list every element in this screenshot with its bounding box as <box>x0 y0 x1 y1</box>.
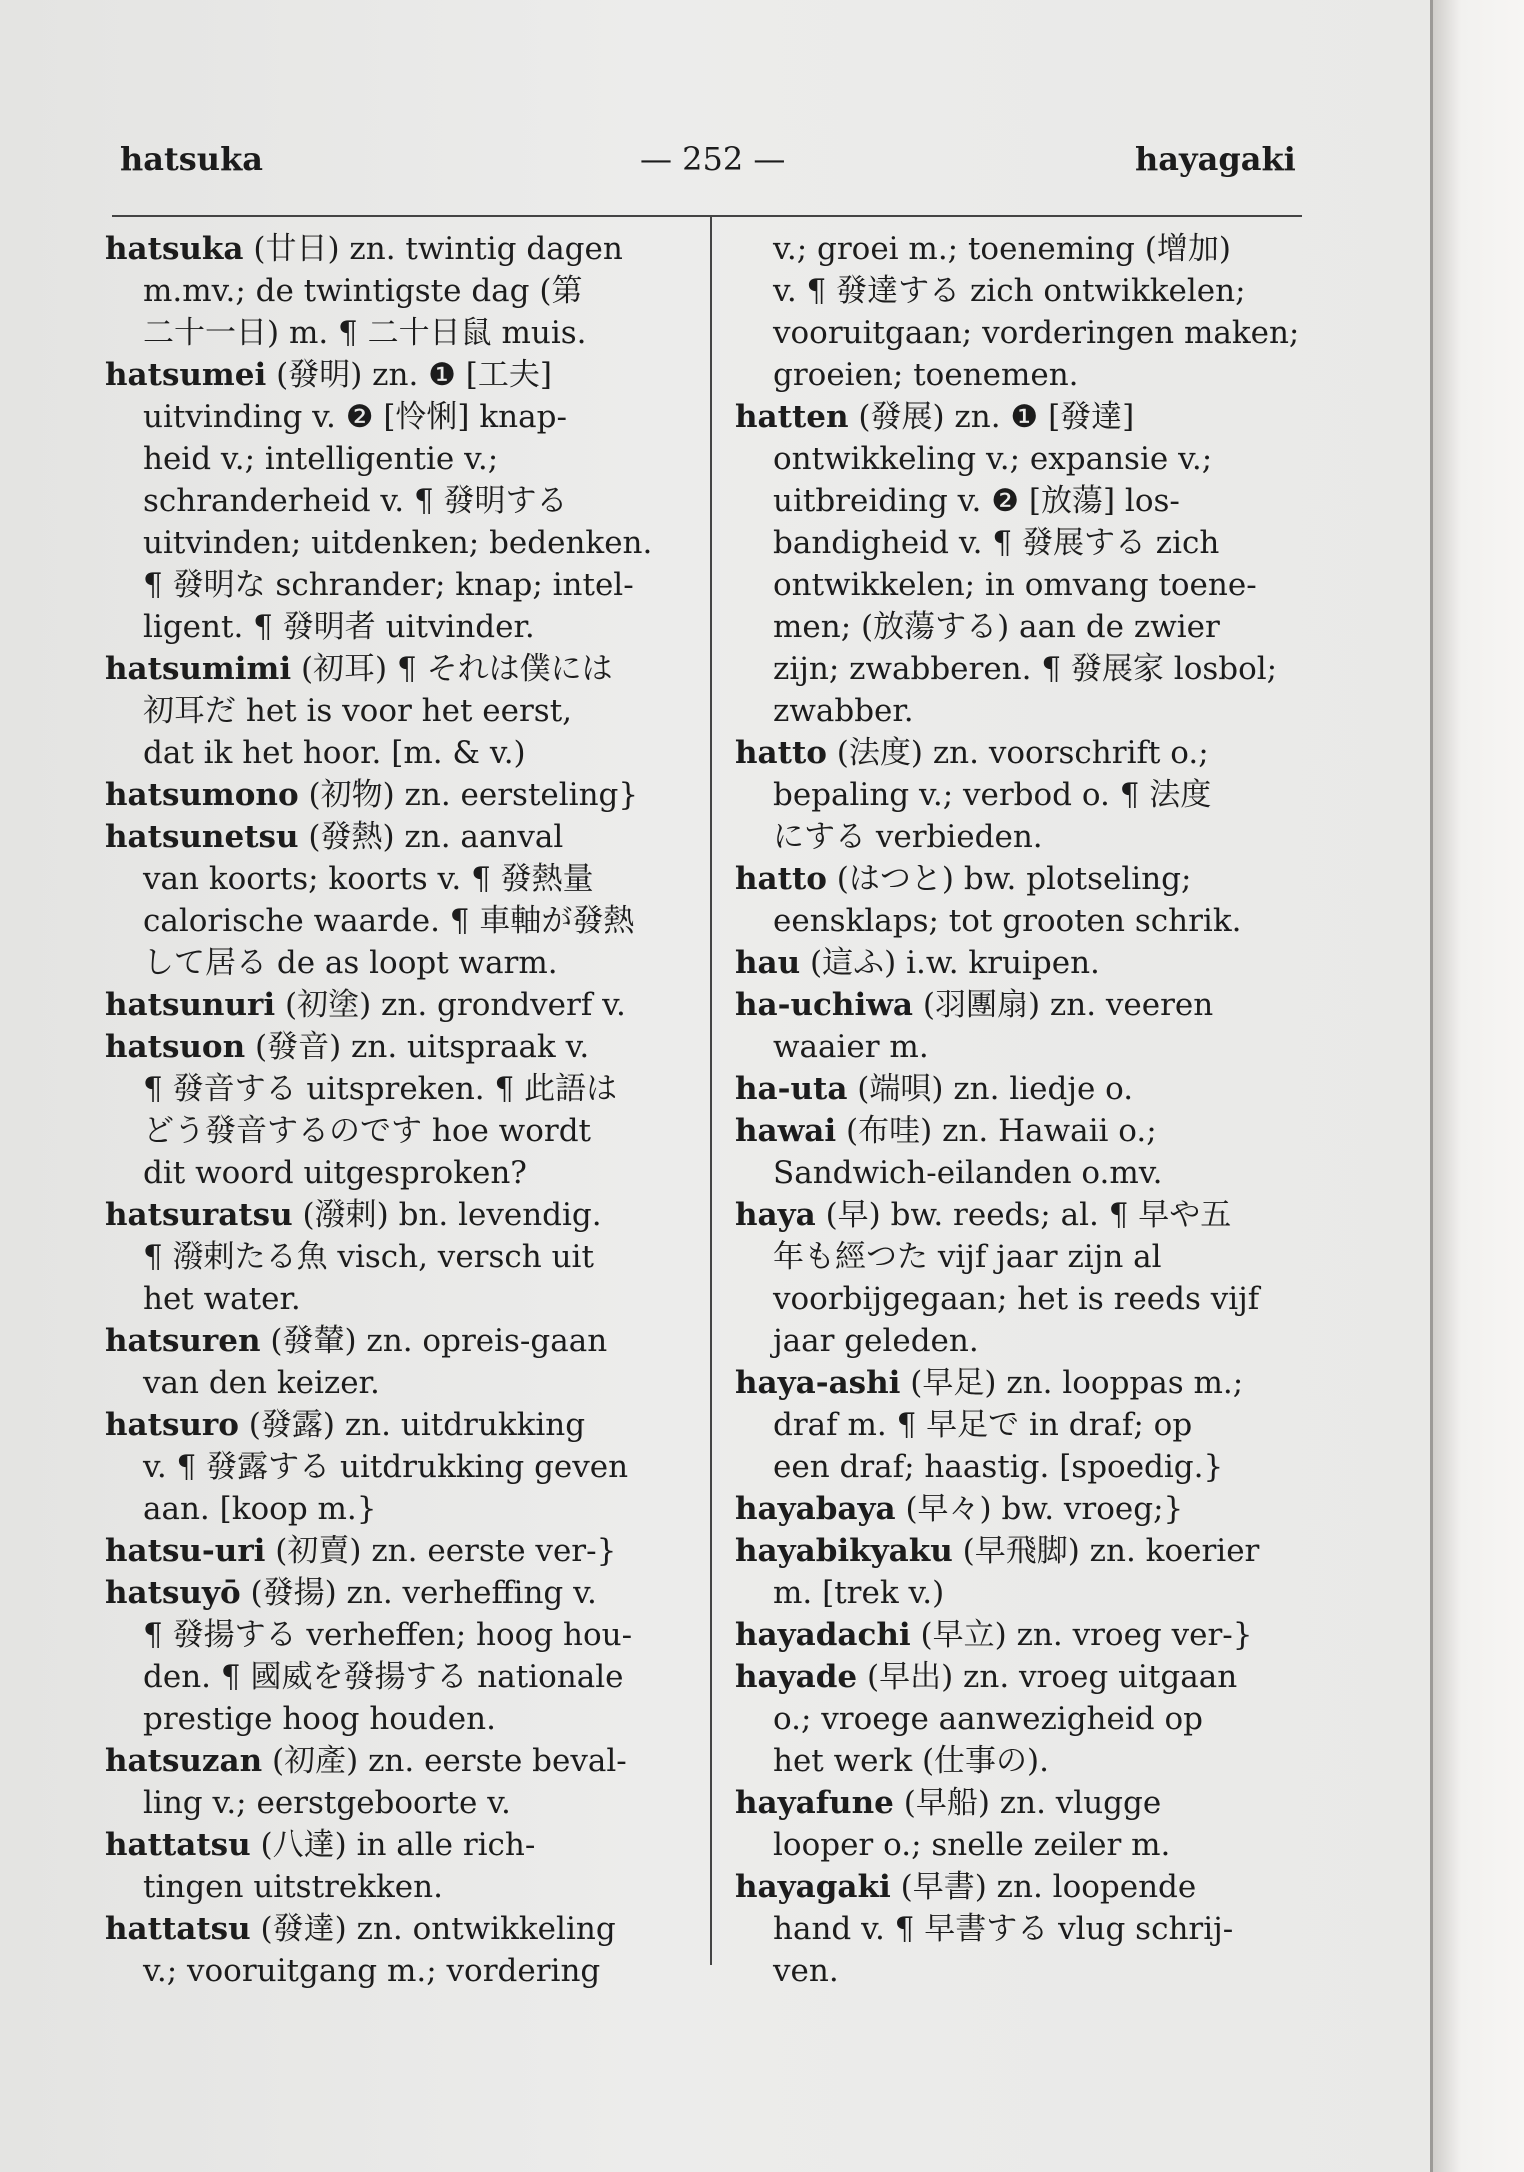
entry-text: dat ik het hoor. [m. & v.) <box>143 735 526 771</box>
entry-text: ¶ 發音する uitspreken. ¶ 此語は <box>143 1071 618 1107</box>
headword: hatsunetsu <box>105 819 299 855</box>
entry-text: (這ふ) i.w. kruipen. <box>800 945 1100 981</box>
entry-text: calorische waarde. ¶ 車軸が發熱 <box>143 903 635 939</box>
entry-text: het water. <box>143 1281 301 1317</box>
entry-text: draf m. ¶ 早足で in draf; op <box>773 1407 1193 1443</box>
entry-headword-line <box>735 1068 1305 1110</box>
entry-headword-line <box>105 1404 695 1446</box>
entry-text: (發熱) zn. aanval <box>298 819 564 855</box>
entry-continuation-line <box>105 1488 695 1530</box>
entry-continuation-line <box>735 1950 1305 1992</box>
entry-text: heid v.; intelligentie v.; <box>143 441 499 477</box>
headword: hau <box>735 945 801 981</box>
entry-text: (廿日) zn. twintig dagen <box>243 231 623 267</box>
entry-continuation-line <box>105 1068 695 1110</box>
entry-text: にする verbieden. <box>773 819 1043 855</box>
entry-continuation-line <box>105 1950 695 1992</box>
entry-text: (發音) zn. uitspraak v. <box>245 1029 590 1065</box>
entry-headword-line <box>735 1194 1305 1236</box>
entry-continuation-line <box>735 900 1305 942</box>
entry-text: (早立) zn. vroeg ver-} <box>910 1617 1253 1653</box>
entry-continuation-line <box>735 1278 1305 1320</box>
entry-continuation-line <box>105 1866 695 1908</box>
entry-continuation-line <box>735 606 1305 648</box>
entry-text: vooruitgaan; vorderingen maken; <box>773 315 1300 351</box>
entry-text: (發達) zn. ontwikkeling <box>250 1911 616 1947</box>
headword: hatsumono <box>105 777 299 813</box>
entry-text: looper o.; snelle zeiler m. <box>773 1827 1171 1863</box>
entry-text: schranderheid v. ¶ 發明する <box>143 483 568 519</box>
entry-continuation-line <box>735 690 1305 732</box>
entry-continuation-line <box>105 732 695 774</box>
entry-headword-line <box>105 648 695 690</box>
entry-text: (發露) zn. uitdrukking <box>238 1407 586 1443</box>
entry-text: ligent. ¶ 發明者 uitvinder. <box>143 609 535 645</box>
headword: hatsuzan <box>105 1743 263 1779</box>
entry-text: (はつと) bw. plotseling; <box>826 861 1192 897</box>
headword: hatsuro <box>105 1407 239 1443</box>
entry-headword-line <box>735 1362 1305 1404</box>
headword: hatto <box>735 861 827 897</box>
running-head-left: hatsuka <box>120 140 263 178</box>
headword: hatsuka <box>105 231 244 267</box>
entry-headword-line <box>105 1572 695 1614</box>
entry-text: (初耳) ¶ それは僕には <box>291 651 613 687</box>
column-divider <box>710 215 712 1965</box>
entry-text: (初賣) zn. eerste ver-} <box>265 1533 617 1569</box>
entry-continuation-line <box>735 816 1305 858</box>
entry-text: (八達) in alle rich- <box>250 1827 536 1863</box>
entry-continuation-line <box>105 438 695 480</box>
headword: ha-uchiwa <box>735 987 913 1023</box>
entry-continuation-line <box>105 942 695 984</box>
entry-continuation-line <box>105 1236 695 1278</box>
entry-text: uitvinden; uitdenken; bedenken. <box>143 525 653 561</box>
entry-continuation-line <box>105 480 695 522</box>
entry-headword-line <box>105 1320 695 1362</box>
headword: hayagaki <box>735 1869 891 1905</box>
entry-text: どう發音するのです hoe wordt <box>143 1113 592 1149</box>
entry-text: 年も經つた vijf jaar zijn al <box>773 1239 1162 1275</box>
entry-headword-line <box>735 858 1305 900</box>
entry-text: uitvinding v. ❷ [怜悧] knap- <box>143 399 567 435</box>
entry-continuation-line <box>105 270 695 312</box>
entry-continuation-line <box>735 1740 1305 1782</box>
entry-continuation-line <box>735 1824 1305 1866</box>
entry-headword-line <box>105 1530 695 1572</box>
entry-headword-line <box>105 1194 695 1236</box>
entry-headword-line <box>105 816 695 858</box>
entry-headword-line <box>105 228 695 270</box>
entry-text: van den keizer. <box>143 1365 380 1401</box>
headword: hatsuon <box>105 1029 246 1065</box>
entry-text: v.; groei m.; toeneming (增加) <box>773 231 1231 267</box>
entry-text: 二十一日) m. ¶ 二十日鼠 muis. <box>143 315 587 351</box>
entry-text: een draf; haastig. [spoedig.} <box>773 1449 1224 1485</box>
entry-text: (潑剌) bn. levendig. <box>292 1197 602 1233</box>
entry-continuation-line <box>735 1698 1305 1740</box>
entry-continuation-line <box>735 480 1305 522</box>
entry-text: dit woord uitgesproken? <box>143 1155 527 1191</box>
headword: hatsuratsu <box>105 1197 293 1233</box>
entry-text: Sandwich-eilanden o.mv. <box>773 1155 1163 1191</box>
page-edge <box>1430 0 1524 2172</box>
entry-text: v. ¶ 發達する zich ontwikkelen; <box>773 273 1246 309</box>
entry-text: den. ¶ 國威を發揚する nationale <box>143 1659 624 1695</box>
entry-headword-line <box>735 1488 1305 1530</box>
entry-text: (早) bw. reeds; al. ¶ 早や五 <box>815 1197 1232 1233</box>
entry-continuation-line <box>735 648 1305 690</box>
headword: hattatsu <box>105 1827 251 1863</box>
entry-continuation-line <box>105 1110 695 1152</box>
headword: hayabaya <box>735 1491 896 1527</box>
entry-text: het werk (仕事の). <box>773 1743 1050 1779</box>
entry-continuation-line <box>735 1236 1305 1278</box>
entry-continuation-line <box>105 858 695 900</box>
entry-text: (初塗) zn. grondverf v. <box>275 987 626 1023</box>
entry-headword-line <box>735 732 1305 774</box>
entry-text: waaier m. <box>773 1029 929 1065</box>
entry-text: (早足) zn. looppas m.; <box>900 1365 1244 1401</box>
headword: hatto <box>735 735 827 771</box>
entry-headword-line <box>735 1656 1305 1698</box>
headword: hatsumimi <box>105 651 292 687</box>
entry-text: jaar geleden. <box>773 1323 979 1359</box>
right-column <box>735 228 1305 1992</box>
entry-text: (早船) zn. vlugge <box>893 1785 1162 1821</box>
headword: hayadachi <box>735 1617 911 1653</box>
headword: hattatsu <box>105 1911 251 1947</box>
entry-continuation-line <box>735 438 1305 480</box>
entry-text: (發展) zn. ❶ [發達] <box>848 399 1135 435</box>
headword: haya <box>735 1197 816 1233</box>
entry-text: o.; vroege aanwezigheid op <box>773 1701 1203 1737</box>
entry-text: (發輦) zn. opreis-gaan <box>260 1323 608 1359</box>
entry-continuation-line <box>105 1656 695 1698</box>
entry-text: m.mv.; de twintigste dag (第 <box>143 273 583 309</box>
headword: hawai <box>735 1113 837 1149</box>
entry-continuation-line <box>105 1614 695 1656</box>
entry-text: (發明) zn. ❶ [工夫] <box>266 357 552 393</box>
entry-text: zijn; zwabberen. ¶ 發展家 losbol; <box>773 651 1278 687</box>
entry-text: ¶ 潑剌たる魚 visch, versch uit <box>143 1239 594 1275</box>
entry-text: ¶ 發揚する verheffen; hoog hou- <box>143 1617 633 1653</box>
entry-text: tingen uitstrekken. <box>143 1869 443 1905</box>
entry-text: (端唄) zn. liedje o. <box>847 1071 1134 1107</box>
entry-headword-line <box>735 1110 1305 1152</box>
headword: hatsunuri <box>105 987 276 1023</box>
headword: ha-uta <box>735 1071 848 1107</box>
entry-text: bandigheid v. ¶ 發展する zich <box>773 525 1220 561</box>
entry-continuation-line <box>735 270 1305 312</box>
entry-text: van koorts; koorts v. ¶ 發熱量 <box>143 861 594 897</box>
entry-headword-line <box>735 984 1305 1026</box>
entry-text: (早々) bw. vroeg;} <box>895 1491 1184 1527</box>
entry-text: eensklaps; tot grooten schrik. <box>773 903 1242 939</box>
entry-text: bepaling v.; verbod o. ¶ 法度 <box>773 777 1212 813</box>
entry-text: (早書) zn. loopende <box>890 1869 1197 1905</box>
headword: hatsumei <box>105 357 267 393</box>
entry-headword-line <box>105 354 695 396</box>
entry-text: (早出) zn. vroeg uitgaan <box>857 1659 1238 1695</box>
entry-continuation-line <box>105 1782 695 1824</box>
entry-text: して居る de as loopt warm. <box>143 945 558 981</box>
page-number: — 252 — <box>640 140 786 178</box>
entry-headword-line <box>735 1530 1305 1572</box>
entry-continuation-line <box>735 1026 1305 1068</box>
headword: hayabikyaku <box>735 1533 953 1569</box>
entry-headword-line <box>105 1026 695 1068</box>
entry-continuation-line <box>735 1446 1305 1488</box>
entry-continuation-line <box>735 1404 1305 1446</box>
running-head-right: hayagaki <box>1135 140 1296 178</box>
entry-continuation-line <box>735 564 1305 606</box>
entry-continuation-line <box>735 1152 1305 1194</box>
entry-text: zwabber. <box>773 693 914 729</box>
entry-text: ven. <box>773 1953 839 1989</box>
entry-continuation-line <box>735 354 1305 396</box>
entry-text: v. ¶ 發露する uitdrukking geven <box>143 1449 629 1485</box>
entry-continuation-line <box>105 396 695 438</box>
entry-text: voorbijgegaan; het is reeds vijf <box>773 1281 1260 1317</box>
entry-continuation-line <box>105 606 695 648</box>
entry-text: hand v. ¶ 早書する vlug schrij- <box>773 1911 1234 1947</box>
entry-continuation-line <box>105 1698 695 1740</box>
entry-continuation-line <box>105 690 695 732</box>
entry-headword-line <box>735 942 1305 984</box>
entry-headword-line <box>735 1614 1305 1656</box>
entry-text: m. [trek v.) <box>773 1575 945 1611</box>
entry-continuation-line <box>105 522 695 564</box>
entry-continuation-line <box>735 1320 1305 1362</box>
entry-continuation-line <box>735 1908 1305 1950</box>
entry-continuation-line <box>105 1278 695 1320</box>
headword: hayafune <box>735 1785 894 1821</box>
entry-text: men; (放蕩する) aan de zwier <box>773 609 1220 645</box>
entry-text: aan. [koop m.} <box>143 1491 377 1527</box>
entry-continuation-line <box>735 774 1305 816</box>
entry-text: prestige hoog houden. <box>143 1701 496 1737</box>
entry-continuation-line <box>735 228 1305 270</box>
entry-text: groeien; toenemen. <box>773 357 1079 393</box>
entry-text: (羽團扇) zn. veeren <box>913 987 1214 1023</box>
entry-continuation-line <box>735 522 1305 564</box>
entry-headword-line <box>105 984 695 1026</box>
entry-text: (發揚) zn. verheffing v. <box>240 1575 597 1611</box>
entry-text: ontwikkeling v.; expansie v.; <box>773 441 1213 477</box>
entry-text: ling v.; eerstgeboorte v. <box>143 1785 511 1821</box>
entry-headword-line <box>105 1740 695 1782</box>
left-column <box>105 228 695 1992</box>
entry-headword-line <box>735 1866 1305 1908</box>
headword: hatsuren <box>105 1323 261 1359</box>
entry-text: (早飛脚) zn. koerier <box>952 1533 1260 1569</box>
headword: hatsuyō <box>105 1575 241 1611</box>
entry-text: (布哇) zn. Hawaii o.; <box>836 1113 1157 1149</box>
entry-headword-line <box>735 396 1305 438</box>
header-rule <box>112 215 1302 217</box>
entry-text: v.; vooruitgang m.; vordering <box>143 1953 601 1989</box>
entry-continuation-line <box>105 564 695 606</box>
entry-continuation-line <box>105 312 695 354</box>
entry-text: ontwikkelen; in omvang toene- <box>773 567 1257 603</box>
entry-headword-line <box>105 1824 695 1866</box>
entry-text: 初耳だ het is voor het eerst, <box>143 693 573 729</box>
entry-headword-line <box>105 1908 695 1950</box>
entry-continuation-line <box>105 1446 695 1488</box>
entry-continuation-line <box>105 1152 695 1194</box>
entry-headword-line <box>735 1782 1305 1824</box>
entry-continuation-line <box>105 900 695 942</box>
entry-headword-line <box>105 774 695 816</box>
headword: hayade <box>735 1659 858 1695</box>
entry-continuation-line <box>735 1572 1305 1614</box>
entry-text: (法度) zn. voorschrift o.; <box>826 735 1209 771</box>
entry-continuation-line <box>105 1362 695 1404</box>
headword: haya-ashi <box>735 1365 901 1401</box>
entry-continuation-line <box>735 312 1305 354</box>
headword: hatten <box>735 399 849 435</box>
entry-text: ¶ 發明な schrander; knap; intel- <box>143 567 634 603</box>
entry-text: uitbreiding v. ❷ [放蕩] los- <box>773 483 1180 519</box>
entry-text: (初物) zn. eersteling} <box>298 777 639 813</box>
headword: hatsu-uri <box>105 1533 266 1569</box>
entry-text: (初產) zn. eerste beval- <box>262 1743 627 1779</box>
